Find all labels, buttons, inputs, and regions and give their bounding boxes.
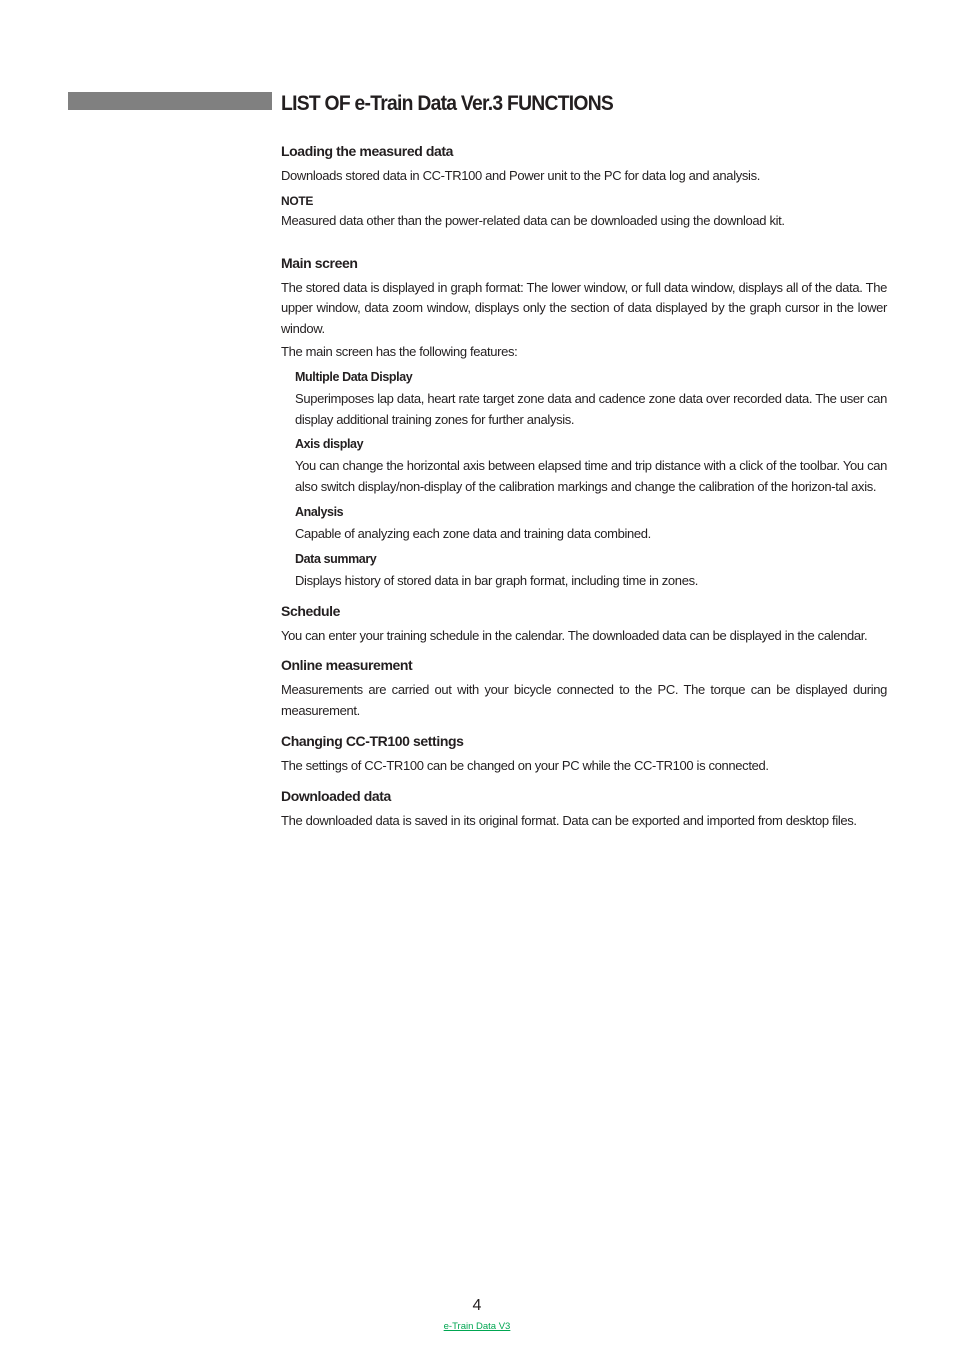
section-heading: Schedule [281, 602, 341, 619]
section-text: The stored data is displayed in graph format: The lower window, or full data window, displays all of the data. The upper window, data zoom window, displays only the section of data displayed by the graph cursor in the lower window. [281, 279, 887, 337]
feature-heading: Axis display [295, 437, 364, 452]
title-decoration-bar [68, 92, 272, 110]
feature-text: Displays history of stored data in bar graph format, including time in zones. [295, 572, 698, 588]
feature-axis-display [281, 434, 887, 498]
section-heading: Changing CC-TR100 settings [281, 732, 464, 749]
section-downloaded-data [281, 785, 887, 832]
section-main-screen [281, 252, 887, 592]
section-text: Downloads stored data in CC-TR100 and Power unit to the PC for data log and analysis. [281, 168, 760, 183]
section-heading: Downloaded data [281, 787, 391, 804]
page-number: 4 [472, 1297, 482, 1314]
feature-multiple-data-display [281, 367, 887, 431]
main-content [281, 140, 887, 832]
feature-data-summary [281, 549, 887, 592]
page-title: LIST OF e-Train Data Ver.3 FUNCTIONS [281, 92, 614, 115]
footer-link[interactable]: e-Train Data V3 [443, 1321, 511, 1332]
section-changing-settings [281, 730, 887, 777]
note-text: Measured data other than the power-related data can be downloaded using the download kit. [281, 212, 785, 228]
feature-text: Superimposes lap data, heart rate target zone data and cadence zone data over recorded data. The user can display additional training zones for further analysis. [295, 390, 887, 427]
feature-text: You can change the horizontal axis between elapsed time and trip distance with a click of the toolbar. You can also switch display/non-display of the calibration markings and change the calibration of the horizon-tal axis. [295, 458, 887, 495]
section-text: You can enter your training schedule in the calendar. The downloaded data can be displayed in the calendar. [281, 627, 868, 643]
feature-heading: Data summary [295, 551, 377, 566]
section-online-measurement [281, 654, 887, 722]
page-footer [0, 1296, 954, 1334]
feature-heading: Multiple Data Display [295, 369, 413, 384]
section-text: The downloaded data is saved in its original format. Data can be exported and imported from desktop files. [281, 812, 857, 828]
feature-heading: Analysis [295, 504, 344, 519]
section-heading: Online measurement [281, 657, 413, 674]
section-heading: Main screen [281, 254, 358, 271]
feature-analysis [281, 502, 887, 545]
section-heading: Loading the measured data [281, 143, 454, 159]
section-text: The settings of CC-TR100 can be changed on your PC while the CC-TR100 is connected. [281, 757, 769, 773]
note-label: NOTE [281, 193, 314, 208]
section-text: Measurements are carried out with your bicycle connected to the PC. The torque can be displayed during measurement. [281, 682, 887, 719]
section-loading [281, 140, 887, 232]
section-text: The main screen has the following features: [281, 343, 518, 359]
feature-text: Capable of analyzing each zone data and training data combined. [295, 525, 651, 541]
section-schedule [281, 600, 887, 647]
